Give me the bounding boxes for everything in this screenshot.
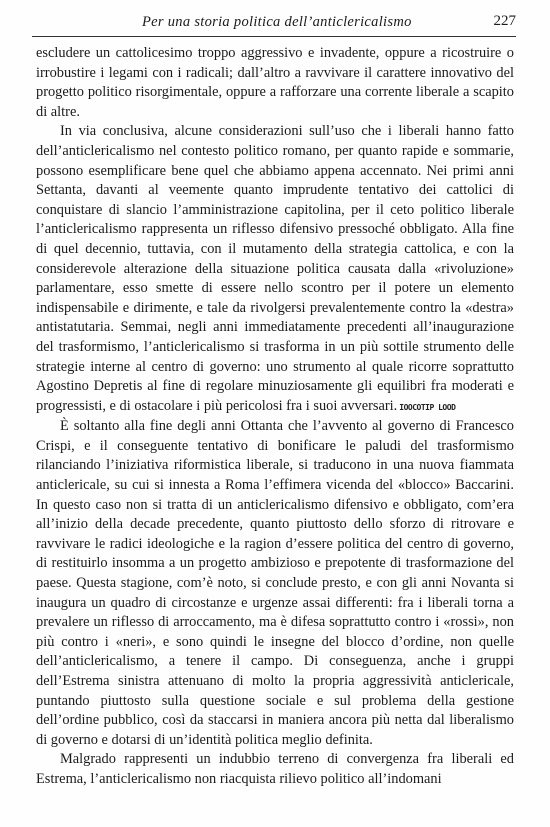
paragraph-4: Malgrado rappresenti un indubbio terreno di convergenza fra liberali ed Estrema, l’anticlericalismo non riacquista rilievo politico all’indomani: [36, 751, 514, 787]
page-header: [32, 10, 516, 37]
running-head: Per una storia politica dell’anticlericalismo: [142, 14, 412, 30]
paragraph-2-text: In via conclusiva, alcune considerazioni sull’uso che i liberali hanno fatto dell’anticlericalismo nel contesto politico romano, per quanto rapide e sommarie, possono esemplificare bene quel che abbiamo appena accennato. Nei primi anni Settanta, davanti al veemente quanto imprudente tentativo dei cattolici di conquistare di slancio l’amministrazione capitolina, per il ceto politico liberale l’anticlericalismo rappresenta un riflesso difensivo pressoché obbligato. Alla fine di quel decennio, tuttavia, con il mutamento della strategia cattolica, e con la considerevole alterazione della situazione politica causata dalla «rivoluzione» parlamentare, esso smette di essere nello scontro per il potere un elemento indispensabile e dirimente, e tale da rivolgersi prevalentemente contro la «destra» antistatutaria. Semmai, negli anni immediatamente precedenti all’inaugurazione del trasformismo, l’anticlericalismo si trasforma in un più sottile strumento delle strategie interne al centro di governo: uno strumento al quale ricorre soprattutto Agostino Depretis al fine di regolare minuziosamente gli equilibri fra moderati e progressisti, e di ostacolare i più pericolosi fra i suoi avversari.: [36, 123, 514, 414]
page-number: 227: [493, 13, 516, 29]
paragraph-2: [36, 122, 514, 417]
paragraph-1: escludere un cattolicesimo troppo aggressivo e invadente, oppure a ricostruire o irrobustire i legami con i radicali; dall’altro a ravvivare il carattere innovativo del progetto politico risorgimentale, oppure a rafforzare una corrente liberale a scapito di altre.: [36, 45, 514, 120]
paragraph-3: È soltanto alla fine degli anni Ottanta che l’avvento al governo di Francesco Crispi, e il conseguente tentativo di bonificare le paludi del trasformismo rilanciando l’iniziativa riformistica liberale, si traducono in una nuova fiammata anticlericale, su cui si innesta a Roma l’effimera vicenda del «blocco» Baccarini. In questo caso non si tratta di un anticlericalismo difensivo e obbligato, com’era all’inizio della decade precedente, quanto piuttosto dello sforzo di ritrovare e ravvivare le radici ideologiche e la ragion d’essere politica del centro di governo, di restituirlo insomma a un progetto ambizioso e prepotente di trasformazione del paese. Questa stagione, com’è noto, si conclude presto, e con gli anni Novanta si inaugura un quadro di circostanze e urgenze assai differenti: fra i liberali torna a prevalere un riflesso di arroccamento, ma è difesa soprattutto contro i «rossi», non più contro i «neri», e sono quindi le insegne del blocco d’ordine, non quelle dell’anticlericalismo, a tenere il campo. Di conseguenza, anche i gruppi dell’Estrema sinistra attenuano di molto la propria aggressività anticlericale, puntando piuttosto sulla questione sociale e sul problema della gestione dell’ordine pubblico, così da staccarsi in maniera ancora più netta dal liberalismo di governo e dotarsi di un’identità politica meglio definita.: [36, 418, 514, 748]
library-stamp: IOOCOTIP LOOD: [399, 402, 456, 412]
body-text: [36, 44, 514, 790]
